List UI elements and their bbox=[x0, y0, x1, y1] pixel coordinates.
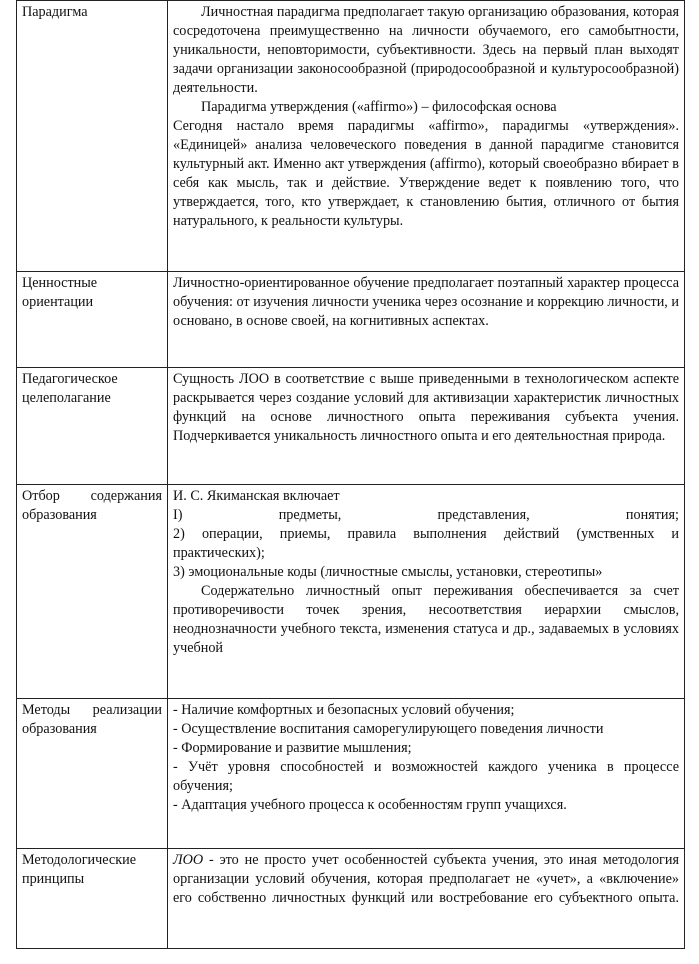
list-item: - Формирование и развитие мышления; bbox=[173, 740, 412, 756]
list-item: 3) эмоциональные коды (личностные смыслы, установки, стереотипы» bbox=[173, 564, 603, 580]
italic-abbreviation: ЛОО bbox=[173, 852, 204, 868]
table-row bbox=[17, 272, 685, 368]
list-item: - Адаптация учебного процесса к особенностям групп учащихся. bbox=[173, 797, 567, 813]
row-content bbox=[168, 699, 685, 849]
row-content bbox=[168, 272, 685, 368]
list-item: - Наличие комфортных и безопасных условий обучения; bbox=[173, 702, 515, 718]
row-content bbox=[168, 1, 685, 272]
paragraph: Личностная парадигма предполагает такую организацию образования, которая сосредоточена преимущественно на личности обучаемого, его самобытности, уникальности, неповторимости, субъективности. Здесь на первый план выходят задачи организации законосообразной (природосообразной и культуросообразной) деятельности. bbox=[173, 4, 679, 96]
table-row bbox=[17, 1, 685, 272]
table-row bbox=[17, 699, 685, 849]
row-label: Педагогическое целеполагание bbox=[17, 368, 168, 485]
paragraph: И. С. Якиманская включает bbox=[173, 488, 340, 504]
list-item: - Осуществление воспитания саморегулирующего поведения личности bbox=[173, 721, 604, 737]
paragraph: Личностно-ориентированное обучение предполагает поэтапный характер процесса обучения: от изучения личности ученика через осознание и коррекцию личности, и основано, в основе своей, на когнитивных аспектах. bbox=[173, 275, 679, 329]
paragraph bbox=[173, 851, 679, 908]
paragraph-text: - это не просто учет особенностей субъекта учения, это иная методология организации условий обучения, которая предполагает не «учет», а «включение» его собственно личностных функций или востребование его субъектного опыта. bbox=[173, 852, 679, 906]
paragraph: Сегодня настало время парадигмы «affirmo», парадигмы «утверждения». «Единицей» анализа человеческого поведения в данной парадигме становится культурный акт. Именно акт утверждения (affirmo), который своеобразно вбирает в себя как мысль, так и действие. Утверждение ведет к появлению того, что утверждается, того, кто утверждает, к становлению бытия, отличного от бытия натурального, к реальности культуры. bbox=[173, 118, 679, 229]
paragraph: Парадигма утверждения («affirmo») – философская основа bbox=[201, 99, 557, 115]
row-label: Ценностные ориентации bbox=[17, 272, 168, 368]
row-content bbox=[168, 368, 685, 485]
paragraph: Сущность ЛОО в соответствие с выше приведенными в технологическом аспекте раскрывается через создание условий для активизации характеристик личностных функций на основе личностного опыта переживания субъекта учения. Подчеркивается уникальность личностного опыта и его деятельностная природа. bbox=[173, 371, 679, 444]
table-row bbox=[17, 849, 685, 949]
row-label: Методологические принципы bbox=[17, 849, 168, 949]
paradigm-comparison-table bbox=[16, 0, 685, 949]
row-label: Парадигма bbox=[17, 1, 168, 272]
table-row bbox=[17, 485, 685, 699]
row-content bbox=[168, 849, 685, 949]
row-label: Отбор содержания образования bbox=[17, 485, 168, 699]
list-item: I) предметы, представления, понятия; bbox=[173, 507, 679, 523]
paragraph: Содержательно личностный опыт переживания обеспечивается за счет противоречивости точек зрения, несоответствия иерархии смыслов, неоднозначности учебного текста, изменения статуса и др., задаваемых в условиях учебной bbox=[173, 583, 679, 656]
row-label: Методы реализации образования bbox=[17, 699, 168, 849]
table-row bbox=[17, 368, 685, 485]
list-item: - Учёт уровня способностей и возможностей каждого ученика в процессе обучения; bbox=[173, 759, 679, 794]
list-item: 2) операции, приемы, правила выполнения действий (умственных и практических); bbox=[173, 526, 679, 561]
row-content bbox=[168, 485, 685, 699]
